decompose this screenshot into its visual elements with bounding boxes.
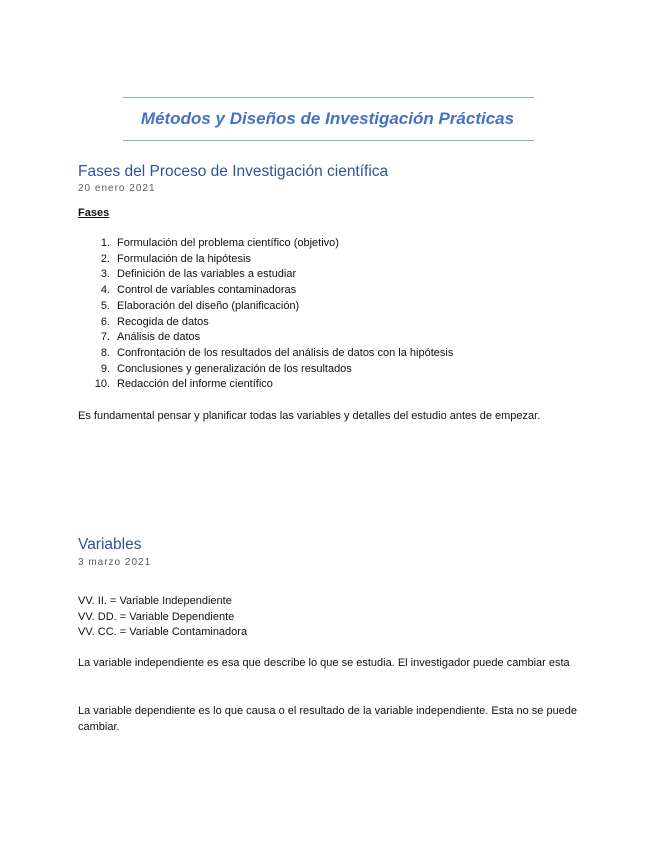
list-item-number: 9. — [100, 362, 110, 375]
section-date: 20 enero 2021 — [78, 183, 156, 194]
document-title: Métodos y Diseños de Investigación Prácticas — [140, 109, 515, 128]
list-item-text: Análisis de datos — [117, 331, 201, 344]
fases-note-paragraph: Es fundamental pensar y planificar todas las variables y detalles del estudio antes de empezar. — [78, 410, 541, 422]
abbreviation-item: VV. II. = Variable Independiente — [78, 595, 232, 607]
list-item-number: 6. — [100, 315, 110, 328]
abbreviation-item: VV. CC. = Variable Contaminadora — [78, 626, 248, 639]
list-item-text: Formulación del problema científico (objetivo) — [117, 237, 339, 249]
title-bottom-rule — [123, 140, 534, 141]
list-item — [78, 377, 453, 393]
list-item — [78, 236, 453, 252]
list-item-number: 7. — [100, 331, 110, 344]
list-item-number: 3. — [100, 268, 110, 281]
list-item-text: Formulación de la hipótesis — [117, 252, 251, 265]
section-heading-fases-proceso: Fases del Proceso de Investigación científica — [78, 163, 389, 180]
abbreviation-item: VV. DD. = Variable Dependiente — [78, 610, 235, 623]
section-date: 3 marzo 2021 — [78, 557, 152, 568]
list-item — [78, 346, 453, 362]
title-top-rule — [123, 97, 534, 98]
section-heading-variables: Variables — [78, 536, 142, 553]
list-item-number: 8. — [100, 346, 110, 359]
list-item — [78, 252, 453, 268]
list-item — [78, 330, 453, 346]
list-item-number: 1. — [100, 237, 110, 249]
list-item — [78, 315, 453, 331]
list-item — [78, 267, 453, 283]
abbreviation-list — [78, 594, 247, 641]
list-item-text: Elaboración del diseño (planificación) — [117, 299, 300, 312]
list-item-number: 2. — [100, 252, 110, 265]
list-item-text: Conclusiones y generalización de los resultados — [117, 362, 352, 375]
list-item — [78, 362, 453, 378]
fases-subheading: Fases — [78, 207, 110, 219]
list-item-number: 4. — [100, 284, 110, 297]
list-item-text: Recogida de datos — [117, 315, 209, 328]
list-item-number: 10. — [94, 378, 110, 391]
list-item — [78, 299, 453, 315]
list-item-text: Control de variables contaminadoras — [117, 284, 297, 297]
list-item-text: Definición de las variables a estudiar — [117, 268, 297, 281]
list-item — [78, 283, 453, 299]
phase-list — [78, 236, 453, 393]
dependent-variable-paragraph: La variable dependiente es lo que causa o el resultado de la variable independiente. Esta no se puede cambiar. — [78, 705, 578, 733]
independent-variable-paragraph: La variable independiente es esa que describe lo que se estudia. El investigador puede cambiar esta — [78, 657, 570, 669]
list-item-text: Redacción del informe científico — [117, 378, 273, 391]
list-item-number: 5. — [100, 299, 110, 312]
list-item-text: Confrontación de los resultados del análisis de datos con la hipótesis — [117, 346, 454, 359]
